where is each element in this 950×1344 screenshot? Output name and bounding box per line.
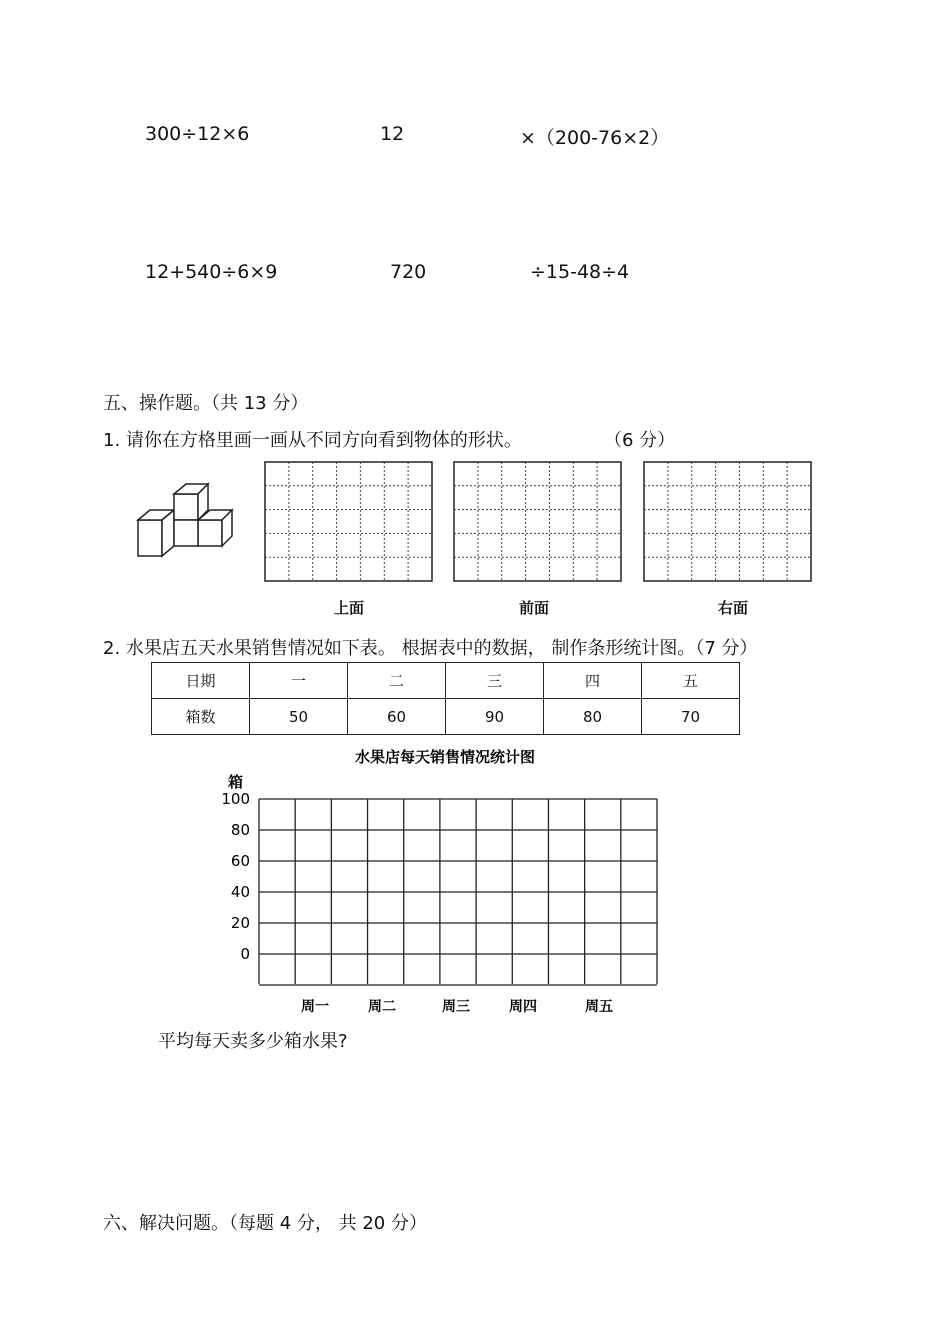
section5-heading: 五、操作题。（共 13 分） <box>103 393 309 414</box>
chart-y-tick-label: 20 <box>230 914 250 932</box>
calc-row1-item1: 300÷12×6 <box>145 123 250 145</box>
table-value-cell: 90 <box>446 699 544 735</box>
calc-row2-item2: 720 <box>390 261 427 283</box>
grid-front-view[interactable] <box>453 461 623 583</box>
table-header-label: 日期 <box>152 663 250 699</box>
grid-right-view[interactable] <box>643 461 813 583</box>
chart-y-tick-label: 0 <box>240 945 250 963</box>
chart-x-category-label: 周四 <box>509 999 537 1015</box>
table-day-cell: 一 <box>250 663 348 699</box>
chart-y-tick-label: 60 <box>230 852 250 870</box>
calc-row1-item3: ×（200-76×2） <box>520 127 670 149</box>
table-day-cell: 二 <box>348 663 446 699</box>
chart-x-category-label: 周三 <box>442 999 470 1015</box>
calc-row1-item2: 12 <box>380 123 405 145</box>
cube-stack-illustration <box>134 484 244 574</box>
grid-top-view[interactable] <box>264 461 434 583</box>
section6-heading: 六、解决问题。（每题 4 分， 共 20 分） <box>103 1213 427 1234</box>
table-value-cell: 70 <box>642 699 740 735</box>
calc-row2-item1: 12+540÷6×9 <box>145 261 278 283</box>
bar-chart[interactable] <box>210 742 710 1022</box>
table-value-cell: 60 <box>348 699 446 735</box>
table-value-cell: 50 <box>250 699 348 735</box>
table-row <box>152 663 740 699</box>
q1-points: （6 分） <box>604 430 676 451</box>
table-row-label: 箱数 <box>152 699 250 735</box>
table-day-cell: 三 <box>446 663 544 699</box>
table-day-cell: 四 <box>544 663 642 699</box>
grid-label-top: 上面 <box>334 599 365 617</box>
chart-grid <box>259 799 657 985</box>
q2-average-question: 平均每天卖多少箱水果? <box>158 1031 348 1052</box>
table-value-cell: 80 <box>544 699 642 735</box>
chart-y-axis-label: 箱 <box>228 773 244 791</box>
chart-x-category-label: 周五 <box>585 999 613 1015</box>
chart-y-tick-label: 100 <box>221 790 250 808</box>
grid-label-right: 右面 <box>718 599 749 617</box>
chart-title: 水果店每天销售情况统计图 <box>354 748 536 766</box>
grid-label-front: 前面 <box>519 599 550 617</box>
chart-y-ticks <box>221 790 250 963</box>
chart-x-category-label: 周一 <box>301 999 329 1015</box>
calc-row2-item3: ÷15-48÷4 <box>530 261 630 283</box>
q1-text: 1. 请你在方格里画一画从不同方向看到物体的形状。 <box>103 430 522 451</box>
chart-y-tick-label: 80 <box>230 821 250 839</box>
table-row <box>152 699 740 735</box>
sales-table <box>151 662 740 735</box>
chart-x-categories <box>301 999 613 1015</box>
chart-y-tick-label: 40 <box>230 883 250 901</box>
table-day-cell: 五 <box>642 663 740 699</box>
q2-text: 2. 水果店五天水果销售情况如下表。 根据表中的数据， 制作条形统计图。（7 分） <box>103 638 758 659</box>
chart-x-category-label: 周二 <box>368 999 396 1015</box>
